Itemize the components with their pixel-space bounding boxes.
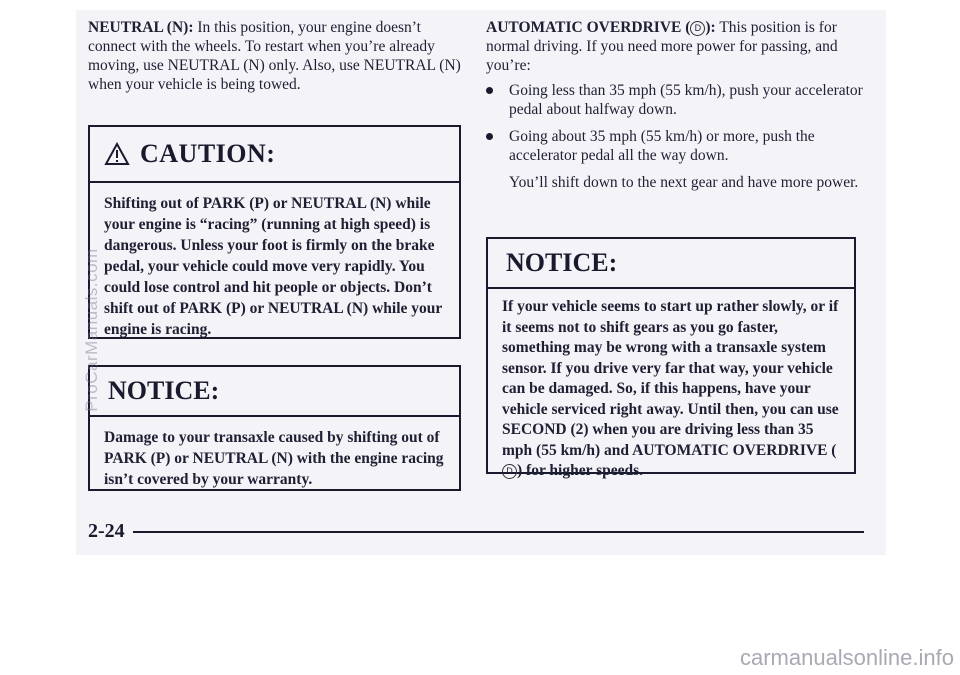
list-item — [486, 81, 876, 119]
notice-box-right — [486, 237, 856, 479]
page-number: 2-24 — [88, 520, 125, 542]
notice-title-right: NOTICE: — [488, 239, 854, 289]
overdrive-symbol-icon: D — [690, 21, 705, 36]
notice-body-right — [488, 289, 854, 482]
bullet-text: Going less than 35 mph (55 km/h), push your accelerator pedal about halfway down. — [509, 82, 863, 118]
shift-down-paragraph: You’ll shift down to the next gear and have more power. — [509, 174, 859, 191]
neutral-paragraph — [88, 18, 463, 94]
caution-header — [90, 127, 459, 183]
right-column — [486, 18, 876, 479]
overdrive-heading — [486, 19, 716, 36]
notice-body-right-end: ) for higher speeds. — [517, 462, 644, 479]
overdrive-heading-text: AUTOMATIC OVERDRIVE ( — [486, 19, 691, 36]
site-mark-link[interactable]: carmanualsonline.info — [739, 645, 954, 670]
overdrive-heading-end: ): — [705, 19, 716, 36]
overdrive-text: This position is for normal driving. If you need more power for passing, and you’re: — [486, 19, 838, 74]
neutral-heading: NEUTRAL (N): — [88, 19, 194, 36]
neutral-text: In this position, your engine doesn’t connect with the wheels. To restart when you’re already moving, use NEUTRAL (N) only. Also, use NEUTRAL (N) when your vehicle is being towed. — [88, 19, 461, 93]
notice-body-left: Damage to your transaxle caused by shifting out of PARK (P) or NEUTRAL (N) with the engine racing isn’t covered by your warranty. — [104, 429, 444, 488]
speed-bullets — [486, 81, 876, 165]
bullet-text: Going about 35 mph (55 km/h) or more, push the accelerator pedal all the way down. — [509, 128, 815, 164]
bullet-icon — [486, 87, 493, 94]
list-item — [486, 127, 876, 165]
watermark-text: ProCarManuals.com — [82, 248, 101, 412]
bullet-icon — [486, 133, 493, 140]
page-footer — [88, 520, 864, 543]
manual-page — [76, 10, 886, 555]
overdrive-paragraph — [486, 18, 876, 75]
caution-body: Shifting out of PARK (P) or NEUTRAL (N) while your engine is “racing” (running at high speed) is dangerous. Unless your foot is firmly on the brake pedal, your vehicle could move very rapidly. You could lose control and hit people or objects. Don’t shift out of PARK (P) or NEUTRAL (N) while your engine is racing. — [104, 195, 442, 338]
notice-body-right-text: If your vehicle seems to start up rather slowly, or if it seems not to shift gears as you go faster, something may be wrong with a transaxle system sensor. If you drive very far that way, your vehicle can be damaged. So, if this happens, have your vehicle serviced right away. Until then, you can use SECOND (2) when you are driving less than 35 mph (55 km/h) and AUTOMATIC OVERDRIVE ( — [502, 298, 839, 459]
notice-box-left — [88, 365, 461, 491]
caution-title: CAUTION: — [140, 139, 276, 168]
notice-title-left: NOTICE: — [90, 367, 459, 417]
footer-rule — [133, 531, 864, 533]
caution-box — [88, 125, 461, 339]
warning-triangle-icon — [104, 142, 130, 166]
overdrive-symbol-icon: D — [502, 464, 517, 479]
